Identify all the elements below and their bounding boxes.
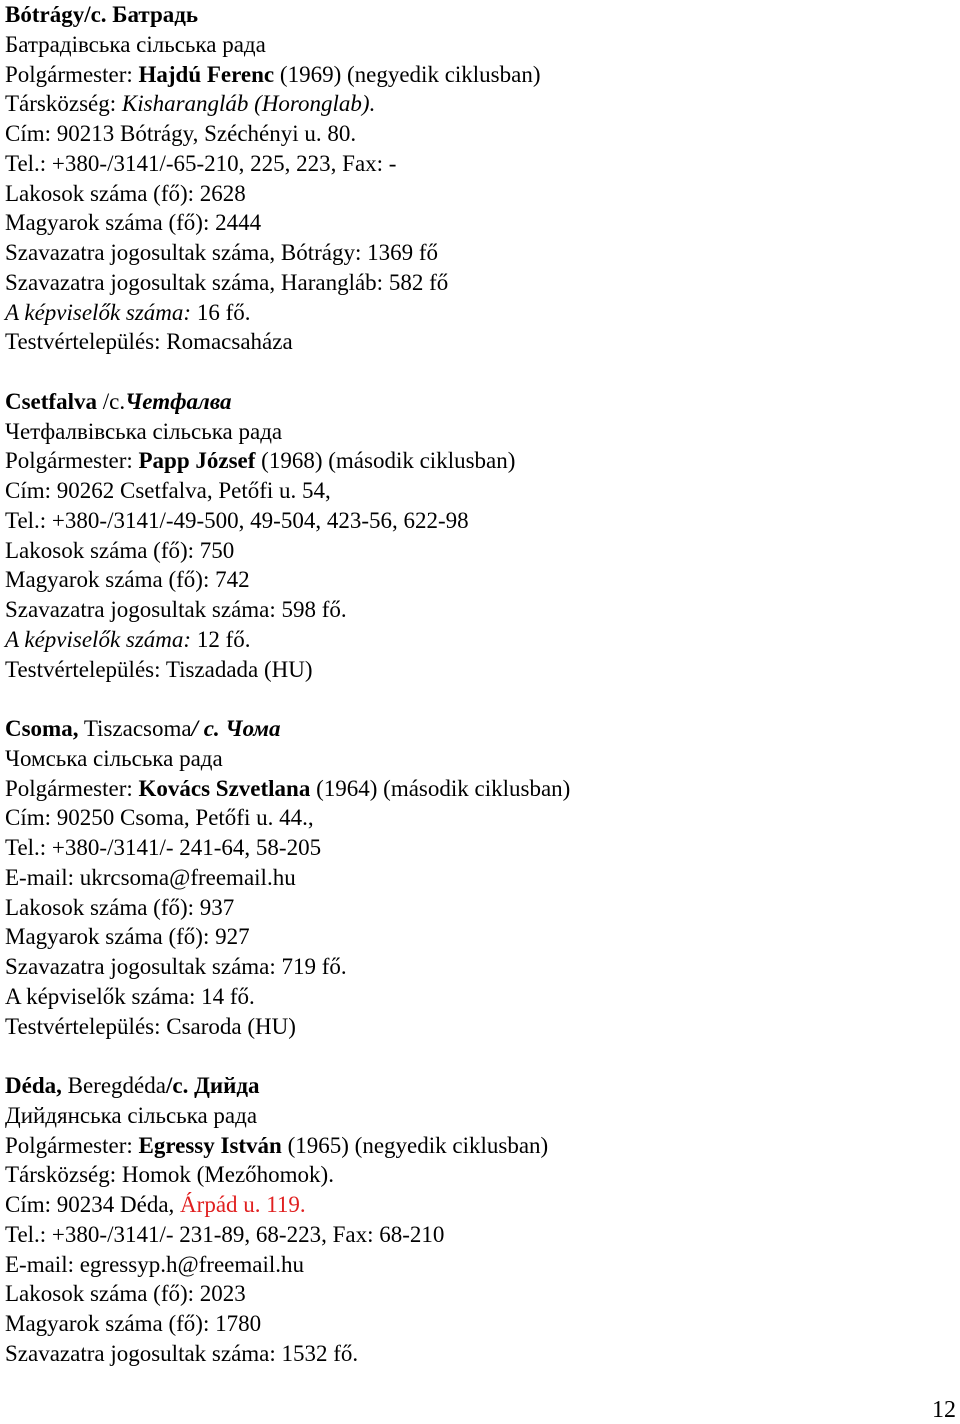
mayor-name: Papp József [138,448,256,474]
entry-botragy [5,0,955,357]
voters-line: Szavazatra jogosultak száma, Bótrágy: 1369 fő [5,240,439,265]
twin-town-line: Testvértelepülés: Csaroda (HU) [5,1013,296,1039]
residents-line: Lakosok száma (fő): 937 [5,894,235,920]
address-line: Cím: 90250 Csoma, Petőfi u. 44., [5,805,314,831]
council-name: Батрадівська сільська рада [5,31,266,57]
document-body [5,0,955,1369]
address-line: Cím: 90262 Csetfalva, Petőfi u. 54, [5,478,331,503]
representatives-line: A képviselők száma: 16 fő. [5,299,251,325]
representatives-line: A képviselők száma: 14 fő. [5,983,255,1009]
mayor-line: Polgármester: Kovács Szvetlana (1964) (második ciklusban) [5,775,571,801]
representatives-line: A képviselők száma: 12 fő. [5,626,251,652]
mayor-line: Polgármester: Papp József (1968) (második ciklusban) [5,448,516,474]
address-line: Cím: 90213 Bótrágy, Széchényi u. 80. [5,121,357,146]
mayor-name: Kovács Szvetlana [138,775,311,801]
phone-line: Tel.: +380-/3141/- 241-64, 58-205 [5,835,322,860]
spacer [5,684,955,714]
page-number: 12 [932,1397,956,1423]
spacer [5,357,955,387]
council-name: Четфалвівська сільська рада [5,418,283,444]
entry-title: Csetfalva /c.Четфалва [5,388,232,414]
highlighted-street: Árpád u. 119. [180,1192,306,1217]
hungarians-line: Magyarok száma (fő): 2444 [5,210,262,236]
residents-line: Lakosok száma (fő): 2628 [5,180,246,206]
mayor-line: Polgármester: Egressy István (1965) (negyedik ciklusban) [5,1132,549,1158]
phone-line: Tel.: +380-/3141/-49-500, 49-504, 423-56, 622-98 [5,507,469,533]
phone-line: Tel.: +380-/3141/- 231-89, 68-223, Fax: 68-210 [5,1221,445,1247]
twin-town-line: Testvértelepülés: Romacsaháza [5,329,293,355]
email-line: E-mail: egressyp.h@freemail.hu [5,1251,304,1277]
address-line: Cím: 90234 Déda, Árpád u. 119. [5,1192,306,1217]
entry-deda [5,1071,955,1369]
council-name: Дийдянська сільська рада [5,1102,258,1128]
voters-line: Szavazatra jogosultak száma: 1532 fő. [5,1340,359,1366]
partner-village-line: Társközség: Kisharangláb (Horonglab). [5,91,376,117]
voters-line: Szavazatra jogosultak száma: 719 fő. [5,954,347,979]
spacer [5,1041,955,1071]
hungarians-line: Magyarok száma (fő): 927 [5,924,250,950]
mayor-name: Hajdú Ferenc [138,61,275,87]
entry-title: Déda, Beregdéda/c. Дийда [5,1073,260,1098]
phone-line: Tel.: +380-/3141/-65-210, 225, 223, Fax: - [5,150,397,176]
voters-line: Szavazatra jogosultak száma: 598 fő. [5,597,347,622]
residents-line: Lakosok száma (fő): 2023 [5,1281,246,1307]
mayor-line: Polgármester: Hajdú Ferenc (1969) (negyedik ciklusban) [5,61,541,87]
council-name: Чомська сільська рада [5,745,223,771]
entry-title: Csoma, Tiszacsoma/ c. Чома [5,716,281,741]
hungarians-line: Magyarok száma (fő): 742 [5,567,250,593]
residents-line: Lakosok száma (fő): 750 [5,537,235,563]
partner-village-line: Társközség: Homok (Mezőhomok). [5,1162,334,1188]
twin-town-line: Testvértelepülés: Tiszadada (HU) [5,656,313,682]
hungarians-line: Magyarok száma (fő): 1780 [5,1311,262,1336]
entry-title: Bótrágy/c. Батрадь [5,2,199,27]
entry-csoma [5,714,955,1041]
voters-line: Szavazatra jogosultak száma, Harangláb: 582 fő [5,269,449,295]
email-line: E-mail: ukrcsoma@freemail.hu [5,864,296,890]
mayor-name: Egressy István [138,1132,282,1158]
entry-csetfalva [5,387,955,685]
